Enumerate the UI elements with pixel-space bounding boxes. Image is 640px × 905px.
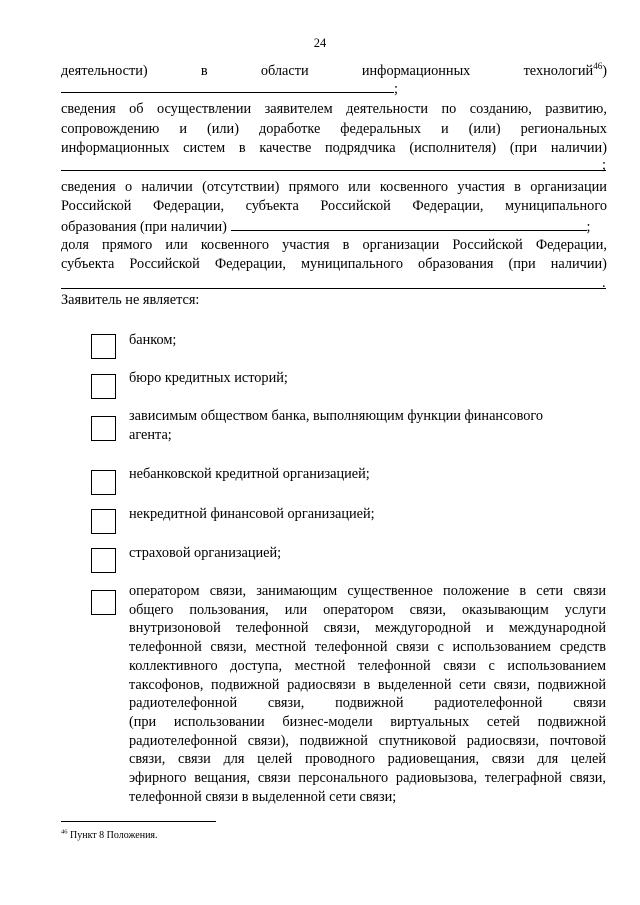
line1-last — [524, 63, 607, 80]
footnote — [61, 830, 158, 841]
option-label: общего пользования, или оператором связи, оказывающим услуги — [129, 601, 606, 618]
word: доля — [61, 237, 89, 253]
word: организации — [530, 179, 607, 195]
word: образования — [418, 256, 494, 272]
option-line — [129, 601, 606, 620]
word: в — [200, 63, 208, 79]
option-bank — [129, 331, 606, 350]
word: по — [441, 101, 457, 117]
word: сопровождению — [61, 121, 160, 137]
word: сведения — [61, 179, 116, 195]
word: (отсутствии) — [202, 179, 280, 195]
word: наличии) — [550, 256, 607, 272]
word: (при — [508, 256, 536, 272]
word: Российской — [452, 237, 523, 253]
option-label: таксофонов, подвижной радиосвязи в выделенной сети связи, подвижной — [129, 676, 606, 693]
word: об — [129, 101, 144, 117]
para4-line-1 — [61, 237, 607, 254]
word: прямого — [102, 237, 153, 253]
checkbox-dependent-company[interactable] — [91, 416, 116, 441]
word: наличии) — [550, 140, 607, 156]
para2-line-3 — [61, 140, 607, 157]
word: косвенного — [379, 179, 449, 195]
word: и — [441, 121, 449, 137]
option-line — [129, 582, 606, 601]
word: (исполнителя) — [409, 140, 497, 156]
word: субъекта — [245, 198, 299, 214]
word: подрядчика — [325, 140, 396, 156]
option-label: зависимым обществом банка, выполняющим функции финансового — [129, 408, 544, 424]
option-nonbank-credit — [129, 465, 606, 484]
not-applicant-heading: Заявитель не является: — [61, 292, 200, 308]
option-credit-bureau — [129, 369, 606, 388]
option-insurance — [129, 544, 606, 563]
footnote-text: Пункт 8 Положения. — [70, 830, 158, 841]
word: осуществлении — [157, 101, 252, 117]
word: или — [165, 237, 188, 253]
word: Федерации, — [214, 256, 286, 272]
word: качестве — [259, 140, 312, 156]
blank-field[interactable] — [61, 288, 606, 289]
checkbox-telecom-operator[interactable] — [91, 590, 116, 615]
option-label: радиотелефонной связи), подвижной спутниковой радиосвязи, почтовой — [129, 732, 606, 749]
word: или — [348, 179, 371, 195]
blank-field[interactable] — [61, 170, 606, 171]
word: в — [342, 237, 350, 253]
option-label: внутризоновой телефонной связи, междугородной и международной — [129, 620, 606, 637]
word: субъекта — [61, 256, 115, 272]
option-label: оператором связи, занимающим существенное положение в сети связи — [129, 583, 606, 599]
word: систем — [183, 140, 226, 156]
period: . — [602, 275, 606, 291]
footnote-ref: 46 — [593, 61, 603, 72]
word: Российской — [129, 256, 200, 272]
checkbox-bank[interactable] — [91, 334, 116, 359]
option-line — [129, 407, 606, 426]
word: в — [514, 179, 521, 195]
word: развитию, — [545, 101, 607, 117]
option-dependent-company — [129, 407, 606, 444]
semicolon: ; — [602, 157, 606, 173]
option-label: бюро кредитных историй; — [129, 370, 288, 386]
line-1 — [61, 63, 607, 80]
semicolon: ; — [586, 219, 591, 235]
word: Федерации, — [412, 198, 484, 214]
word: о — [124, 179, 133, 195]
option-label: коллективного доступа, местной телефонной связи с использованием — [129, 657, 606, 674]
page-number: 24 — [313, 36, 327, 50]
word: созданию, — [469, 101, 532, 117]
word: участия — [282, 237, 330, 253]
option-line — [129, 676, 606, 695]
word: (или) — [207, 121, 239, 137]
option-label: (при использовании бизнес-модели виртуальных сетей подвижной — [129, 713, 606, 730]
footnote-number: 46 — [61, 828, 68, 836]
word: наличии — [141, 179, 193, 195]
word: заявителем — [264, 101, 333, 117]
option-label: связи, связи для целей проводного радиовещания, связи для целей — [129, 751, 606, 768]
option-line — [129, 750, 606, 769]
para3-line-3 — [61, 217, 607, 236]
word: деятельности — [346, 101, 428, 117]
para3-line-1 — [61, 179, 607, 196]
word: косвенного — [200, 237, 270, 253]
option-label: телефонной связи в выделенной сети связи; — [129, 788, 397, 805]
word: Российской — [61, 198, 132, 214]
option-label: эфирного вещания, связи персонального радиовызова, телеграфной связи, — [129, 770, 606, 787]
word: в — [238, 140, 246, 156]
option-noncredit-financial — [129, 505, 606, 524]
word: информационных — [61, 140, 170, 156]
para2-line-1 — [61, 101, 607, 118]
text: образования (при наличии) — [61, 219, 227, 235]
word: и — [179, 121, 188, 137]
checkbox-credit-bureau[interactable] — [91, 374, 116, 399]
word: Федерации, — [152, 198, 225, 214]
option-label: агента; — [129, 426, 172, 443]
fill-line-1 — [61, 79, 607, 98]
option-line — [129, 788, 606, 807]
word: технологий — [523, 63, 594, 79]
checkbox-insurance[interactable] — [91, 548, 116, 573]
word: муниципального — [504, 198, 607, 214]
option-line — [129, 619, 606, 638]
option-label: небанковской кредитной организацией; — [129, 466, 370, 482]
word: Российской — [320, 198, 391, 214]
option-line — [129, 657, 606, 676]
checkbox-noncredit-financial[interactable] — [91, 509, 116, 534]
word: сведения — [61, 101, 116, 117]
option-label: некредитной финансовой организацией; — [129, 506, 375, 522]
option-label: телефонной связи, местной телефонной связи с использованием средств — [129, 639, 606, 656]
option-label: радиотелефонной связи, подвижной радиотелефонной связи — [129, 695, 606, 712]
word: федеральных — [340, 121, 422, 137]
option-line — [129, 638, 606, 657]
word: прямого — [288, 179, 339, 195]
para4-line-2 — [61, 256, 607, 273]
word: муниципального — [300, 256, 404, 272]
word: организации — [362, 237, 440, 253]
option-telecom-operator — [129, 582, 606, 806]
word: Федерации, — [535, 237, 607, 253]
word: (или) — [468, 121, 501, 137]
word: (при — [509, 140, 538, 156]
checkbox-nonbank-credit[interactable] — [91, 470, 116, 495]
semicolon: ; — [394, 81, 398, 97]
word: деятельности) — [61, 63, 148, 79]
word: информационных — [361, 63, 471, 79]
para3-line-2 — [61, 198, 607, 215]
footnote-divider — [61, 821, 216, 822]
blank-field[interactable] — [231, 217, 587, 231]
word: доработке — [258, 121, 321, 137]
word: участия — [457, 179, 505, 195]
option-label: банком; — [129, 332, 177, 348]
word: региональных — [520, 121, 607, 137]
blank-field[interactable] — [61, 79, 394, 93]
option-line — [129, 769, 606, 788]
word: области — [260, 63, 309, 79]
option-line — [129, 732, 606, 751]
para2-line-2 — [61, 121, 607, 138]
option-line — [129, 713, 606, 732]
paren: ) — [602, 63, 607, 79]
option-line — [129, 694, 606, 713]
option-label: страховой организацией; — [129, 545, 282, 561]
